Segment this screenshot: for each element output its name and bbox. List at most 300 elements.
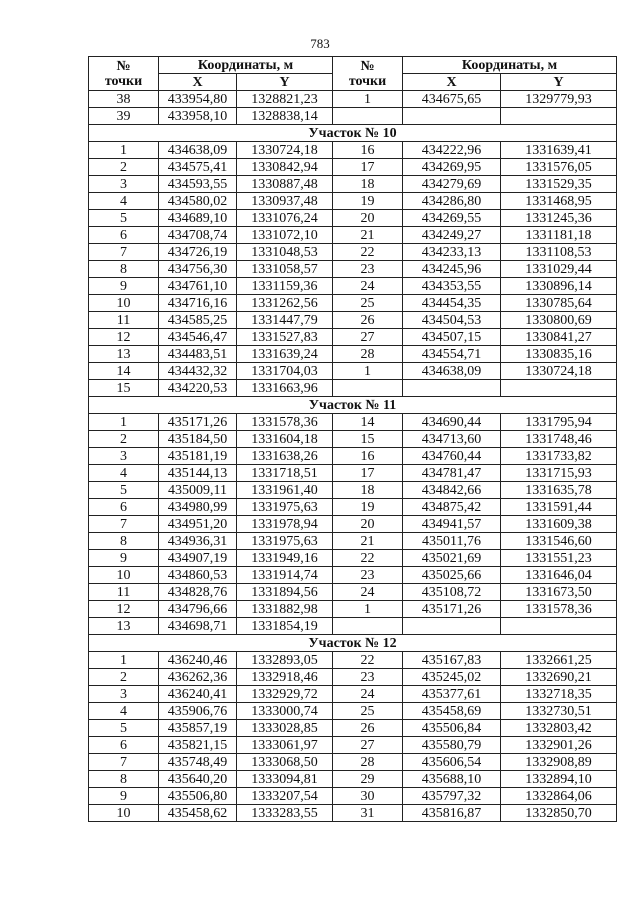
x-coordinate: 434675,65 [403, 91, 501, 108]
table-row [89, 533, 617, 550]
table-row [89, 261, 617, 278]
section-header-row [89, 635, 617, 652]
coordinates-header: Координаты, м [403, 57, 617, 74]
table-row [89, 584, 617, 601]
y-coordinate: 1331529,35 [501, 176, 617, 193]
coordinates-table [88, 56, 617, 822]
y-coordinate: 1332864,06 [501, 788, 617, 805]
y-coordinate: 1331715,93 [501, 465, 617, 482]
point-number: 1 [333, 363, 403, 380]
point-number: 2 [89, 159, 159, 176]
y-coordinate: 1332893,05 [237, 652, 333, 669]
point-number: 14 [89, 363, 159, 380]
table-row [89, 193, 617, 210]
table-row [89, 788, 617, 805]
y-coordinate: 1332690,21 [501, 669, 617, 686]
x-coordinate: 435009,11 [159, 482, 237, 499]
point-number: 6 [89, 227, 159, 244]
x-coordinate: 435377,61 [403, 686, 501, 703]
x-coordinate: 435580,79 [403, 737, 501, 754]
x-coordinate: 434936,31 [159, 533, 237, 550]
y-coordinate: 1331029,44 [501, 261, 617, 278]
y-coordinate: 1331578,36 [237, 414, 333, 431]
point-number: 9 [89, 550, 159, 567]
y-coordinate: 1331978,94 [237, 516, 333, 533]
table-row [89, 465, 617, 482]
coordinates-header: Координаты, м [159, 57, 333, 74]
x-coordinate [403, 108, 501, 125]
y-coordinate: 1332901,26 [501, 737, 617, 754]
y-coordinate: 1331663,96 [237, 380, 333, 397]
y-coordinate: 1330842,94 [237, 159, 333, 176]
y-coordinate: 1332730,51 [501, 703, 617, 720]
x-coordinate: 435606,54 [403, 754, 501, 771]
y-coordinate: 1331159,36 [237, 278, 333, 295]
x-coordinate: 435144,13 [159, 465, 237, 482]
y-coordinate: 1331076,24 [237, 210, 333, 227]
point-number: 16 [333, 448, 403, 465]
x-coordinate: 434875,42 [403, 499, 501, 516]
point-number: 2 [89, 431, 159, 448]
x-coordinate: 434716,16 [159, 295, 237, 312]
point-number: 30 [333, 788, 403, 805]
x-coordinate: 434828,76 [159, 584, 237, 601]
point-number: 4 [89, 193, 159, 210]
point-number: 5 [89, 482, 159, 499]
x-coordinate: 435171,26 [159, 414, 237, 431]
table-row [89, 618, 617, 635]
table-row [89, 278, 617, 295]
y-coordinate: 1332661,25 [501, 652, 617, 669]
point-number: 15 [89, 380, 159, 397]
point-number: 3 [89, 686, 159, 703]
x-coordinate: 436240,41 [159, 686, 237, 703]
table-row [89, 227, 617, 244]
point-number: 11 [89, 312, 159, 329]
y-coordinate: 1331551,23 [501, 550, 617, 567]
y-coordinate: 1331072,10 [237, 227, 333, 244]
table-row [89, 601, 617, 618]
point-number: 24 [333, 584, 403, 601]
x-coordinate: 433958,10 [159, 108, 237, 125]
point-number: 13 [89, 618, 159, 635]
y-coordinate: 1331108,53 [501, 244, 617, 261]
x-coordinate: 433954,80 [159, 91, 237, 108]
y-coordinate: 1333061,97 [237, 737, 333, 754]
y-coordinate: 1331639,24 [237, 346, 333, 363]
x-coordinate: 435181,19 [159, 448, 237, 465]
page-number: 783 [310, 36, 330, 51]
point-number: 26 [333, 720, 403, 737]
x-coordinate: 435506,80 [159, 788, 237, 805]
table-row [89, 499, 617, 516]
point-number: 17 [333, 159, 403, 176]
y-coordinate: 1332803,42 [501, 720, 617, 737]
point-number: 2 [89, 669, 159, 686]
y-coordinate: 1331262,56 [237, 295, 333, 312]
point-number: 3 [89, 176, 159, 193]
section-title: Участок № 11 [89, 397, 617, 414]
point-number: 10 [89, 805, 159, 822]
table-row [89, 771, 617, 788]
x-coordinate: 434353,55 [403, 278, 501, 295]
x-coordinate: 436262,36 [159, 669, 237, 686]
x-coordinate: 436240,46 [159, 652, 237, 669]
point-number: 8 [89, 261, 159, 278]
y-coordinate: 1331975,63 [237, 499, 333, 516]
y-coordinate: 1331604,18 [237, 431, 333, 448]
y-coordinate: 1330841,27 [501, 329, 617, 346]
point-number: 26 [333, 312, 403, 329]
point-number: 24 [333, 278, 403, 295]
y-coordinate: 1330887,48 [237, 176, 333, 193]
point-number [333, 618, 403, 635]
point-number: 17 [333, 465, 403, 482]
y-coordinate: 1331949,16 [237, 550, 333, 567]
x-coordinate: 435458,62 [159, 805, 237, 822]
point-number: 1 [89, 414, 159, 431]
point-number: 6 [89, 737, 159, 754]
x-coordinate: 435025,66 [403, 567, 501, 584]
y-coordinate: 1330800,69 [501, 312, 617, 329]
point-number: 10 [89, 295, 159, 312]
y-coordinate [501, 380, 617, 397]
x-coordinate: 435108,72 [403, 584, 501, 601]
point-number: 7 [89, 516, 159, 533]
point-number: 22 [333, 652, 403, 669]
table-row [89, 414, 617, 431]
point-number: 7 [89, 754, 159, 771]
x-header: X [159, 74, 237, 91]
x-coordinate: 434546,47 [159, 329, 237, 346]
point-number: 5 [89, 720, 159, 737]
point-number: 15 [333, 431, 403, 448]
point-number: 23 [333, 669, 403, 686]
x-coordinate: 435021,69 [403, 550, 501, 567]
y-coordinate: 1331609,38 [501, 516, 617, 533]
y-coordinate: 1333068,50 [237, 754, 333, 771]
point-number: 9 [89, 278, 159, 295]
table-row [89, 346, 617, 363]
x-coordinate: 434580,02 [159, 193, 237, 210]
section-header-row [89, 125, 617, 142]
point-number: 4 [89, 465, 159, 482]
point-number: 28 [333, 346, 403, 363]
point-number: 25 [333, 295, 403, 312]
x-coordinate: 435458,69 [403, 703, 501, 720]
x-coordinate: 434951,20 [159, 516, 237, 533]
x-coordinate: 434233,13 [403, 244, 501, 261]
point-number: 13 [89, 346, 159, 363]
y-header: Y [237, 74, 333, 91]
y-coordinate: 1333283,55 [237, 805, 333, 822]
y-coordinate: 1331748,46 [501, 431, 617, 448]
coordinates-table-body [89, 57, 617, 822]
table-row [89, 720, 617, 737]
y-coordinate: 1328821,23 [237, 91, 333, 108]
point-number: 9 [89, 788, 159, 805]
y-coordinate: 1331635,78 [501, 482, 617, 499]
y-coordinate: 1331058,57 [237, 261, 333, 278]
x-coordinate: 434638,09 [403, 363, 501, 380]
y-coordinate: 1331591,44 [501, 499, 617, 516]
point-number: 21 [333, 533, 403, 550]
table-row [89, 703, 617, 720]
x-coordinate: 435688,10 [403, 771, 501, 788]
y-coordinate: 1331181,18 [501, 227, 617, 244]
y-coordinate: 1332918,46 [237, 669, 333, 686]
table-row [89, 329, 617, 346]
y-coordinate: 1331894,56 [237, 584, 333, 601]
x-coordinate: 434760,44 [403, 448, 501, 465]
x-coordinate: 434222,96 [403, 142, 501, 159]
point-number: 27 [333, 737, 403, 754]
x-coordinate: 434507,15 [403, 329, 501, 346]
point-number: 8 [89, 771, 159, 788]
table-row [89, 516, 617, 533]
table-row [89, 142, 617, 159]
x-coordinate: 434554,71 [403, 346, 501, 363]
y-coordinate: 1331718,51 [237, 465, 333, 482]
y-coordinate: 1329779,93 [501, 91, 617, 108]
point-number: 19 [333, 193, 403, 210]
y-coordinate: 1331882,98 [237, 601, 333, 618]
x-coordinate: 434269,95 [403, 159, 501, 176]
y-coordinate: 1332929,72 [237, 686, 333, 703]
x-coordinate: 435906,76 [159, 703, 237, 720]
y-coordinate: 1332908,89 [501, 754, 617, 771]
table-row [89, 176, 617, 193]
point-number: 20 [333, 210, 403, 227]
x-coordinate: 435011,76 [403, 533, 501, 550]
y-coordinate: 1333207,54 [237, 788, 333, 805]
table-row [89, 737, 617, 754]
y-coordinate: 1332718,35 [501, 686, 617, 703]
point-number: 25 [333, 703, 403, 720]
y-coordinate: 1331048,53 [237, 244, 333, 261]
x-coordinate: 434483,51 [159, 346, 237, 363]
point-number [333, 108, 403, 125]
point-number: 7 [89, 244, 159, 261]
y-coordinate: 1330785,64 [501, 295, 617, 312]
y-coordinate: 1331447,79 [237, 312, 333, 329]
x-coordinate: 435506,84 [403, 720, 501, 737]
x-coordinate: 434796,66 [159, 601, 237, 618]
point-number: 29 [333, 771, 403, 788]
point-number: 18 [333, 482, 403, 499]
section-header-row [89, 397, 617, 414]
y-coordinate: 1331733,82 [501, 448, 617, 465]
point-number-header-line1: № [116, 58, 131, 74]
point-number: 1 [89, 652, 159, 669]
x-coordinate: 435797,32 [403, 788, 501, 805]
point-number-header [333, 57, 403, 91]
x-coordinate: 434593,55 [159, 176, 237, 193]
x-coordinate: 434245,96 [403, 261, 501, 278]
y-coordinate: 1330724,18 [237, 142, 333, 159]
y-coordinate: 1333094,81 [237, 771, 333, 788]
y-coordinate: 1331639,41 [501, 142, 617, 159]
y-header: Y [501, 74, 617, 91]
x-coordinate: 434708,74 [159, 227, 237, 244]
y-coordinate: 1331914,74 [237, 567, 333, 584]
point-number: 23 [333, 567, 403, 584]
table-row [89, 244, 617, 261]
table-row [89, 669, 617, 686]
y-coordinate: 1331961,40 [237, 482, 333, 499]
point-number: 4 [89, 703, 159, 720]
x-coordinate: 434249,27 [403, 227, 501, 244]
table-row [89, 91, 617, 108]
table-row [89, 312, 617, 329]
point-number [333, 380, 403, 397]
point-number: 20 [333, 516, 403, 533]
x-coordinate: 434713,60 [403, 431, 501, 448]
x-coordinate: 434781,47 [403, 465, 501, 482]
x-coordinate: 435816,87 [403, 805, 501, 822]
table-row [89, 754, 617, 771]
x-coordinate: 435171,26 [403, 601, 501, 618]
point-number: 12 [89, 601, 159, 618]
y-coordinate: 1333028,85 [237, 720, 333, 737]
x-header: X [403, 74, 501, 91]
point-number: 24 [333, 686, 403, 703]
point-number: 5 [89, 210, 159, 227]
y-coordinate: 1332894,10 [501, 771, 617, 788]
table-row [89, 210, 617, 227]
table-row [89, 295, 617, 312]
x-coordinate: 434698,71 [159, 618, 237, 635]
point-number: 31 [333, 805, 403, 822]
x-coordinate: 434279,69 [403, 176, 501, 193]
point-number: 18 [333, 176, 403, 193]
x-coordinate [403, 380, 501, 397]
point-number: 14 [333, 414, 403, 431]
x-coordinate: 434504,53 [403, 312, 501, 329]
point-number: 19 [333, 499, 403, 516]
x-coordinate: 434756,30 [159, 261, 237, 278]
point-number: 3 [89, 448, 159, 465]
y-coordinate: 1330937,48 [237, 193, 333, 210]
x-coordinate: 434432,32 [159, 363, 237, 380]
x-coordinate: 435245,02 [403, 669, 501, 686]
y-coordinate: 1331527,83 [237, 329, 333, 346]
y-coordinate: 1330896,14 [501, 278, 617, 295]
x-coordinate: 434286,80 [403, 193, 501, 210]
x-coordinate: 434980,99 [159, 499, 237, 516]
table-row [89, 448, 617, 465]
y-coordinate: 1331854,19 [237, 618, 333, 635]
header-row [89, 57, 617, 74]
point-number: 8 [89, 533, 159, 550]
y-coordinate: 1331578,36 [501, 601, 617, 618]
x-coordinate: 435167,83 [403, 652, 501, 669]
x-coordinate: 434689,10 [159, 210, 237, 227]
x-coordinate: 435640,20 [159, 771, 237, 788]
y-coordinate [501, 618, 617, 635]
y-coordinate: 1330835,16 [501, 346, 617, 363]
table-row [89, 652, 617, 669]
x-coordinate: 434269,55 [403, 210, 501, 227]
y-coordinate: 1330724,18 [501, 363, 617, 380]
y-coordinate: 1331673,50 [501, 584, 617, 601]
point-number: 21 [333, 227, 403, 244]
y-coordinate: 1331245,36 [501, 210, 617, 227]
point-number: 12 [89, 329, 159, 346]
x-coordinate: 435821,15 [159, 737, 237, 754]
x-coordinate: 434860,53 [159, 567, 237, 584]
y-coordinate: 1331704,03 [237, 363, 333, 380]
point-number-header-line1: № [360, 58, 375, 74]
x-coordinate: 434690,44 [403, 414, 501, 431]
y-coordinate: 1332850,70 [501, 805, 617, 822]
x-coordinate: 434842,66 [403, 482, 501, 499]
point-number: 28 [333, 754, 403, 771]
point-number-header-line2: точки [104, 73, 143, 89]
x-coordinate [403, 618, 501, 635]
y-coordinate [501, 108, 617, 125]
point-number: 22 [333, 550, 403, 567]
y-coordinate: 1331975,63 [237, 533, 333, 550]
x-coordinate: 434941,57 [403, 516, 501, 533]
x-coordinate: 434585,25 [159, 312, 237, 329]
y-coordinate: 1331546,60 [501, 533, 617, 550]
section-title: Участок № 12 [89, 635, 617, 652]
point-number: 6 [89, 499, 159, 516]
point-number: 16 [333, 142, 403, 159]
point-number: 27 [333, 329, 403, 346]
x-coordinate: 434220,53 [159, 380, 237, 397]
table-row [89, 431, 617, 448]
table-row [89, 108, 617, 125]
table-row [89, 380, 617, 397]
x-coordinate: 434761,10 [159, 278, 237, 295]
x-coordinate: 434907,19 [159, 550, 237, 567]
table-row [89, 550, 617, 567]
x-coordinate: 435184,50 [159, 431, 237, 448]
table-row [89, 482, 617, 499]
point-number: 23 [333, 261, 403, 278]
x-coordinate: 434575,41 [159, 159, 237, 176]
y-coordinate: 1331646,04 [501, 567, 617, 584]
table-row [89, 567, 617, 584]
point-number: 10 [89, 567, 159, 584]
table-row [89, 159, 617, 176]
point-number: 1 [89, 142, 159, 159]
x-coordinate: 435857,19 [159, 720, 237, 737]
x-coordinate: 434638,09 [159, 142, 237, 159]
x-coordinate: 435748,49 [159, 754, 237, 771]
x-coordinate: 434454,35 [403, 295, 501, 312]
y-coordinate: 1331638,26 [237, 448, 333, 465]
x-coordinate: 434726,19 [159, 244, 237, 261]
point-number: 39 [89, 108, 159, 125]
y-coordinate: 1331576,05 [501, 159, 617, 176]
point-number: 22 [333, 244, 403, 261]
table-row [89, 686, 617, 703]
section-title: Участок № 10 [89, 125, 617, 142]
y-coordinate: 1333000,74 [237, 703, 333, 720]
table-row [89, 363, 617, 380]
point-number: 38 [89, 91, 159, 108]
y-coordinate: 1331468,95 [501, 193, 617, 210]
point-number-header-line2: точки [348, 73, 387, 89]
y-coordinate: 1331795,94 [501, 414, 617, 431]
point-number: 1 [333, 601, 403, 618]
y-coordinate: 1328838,14 [237, 108, 333, 125]
point-number: 1 [333, 91, 403, 108]
point-number-header [89, 57, 159, 91]
